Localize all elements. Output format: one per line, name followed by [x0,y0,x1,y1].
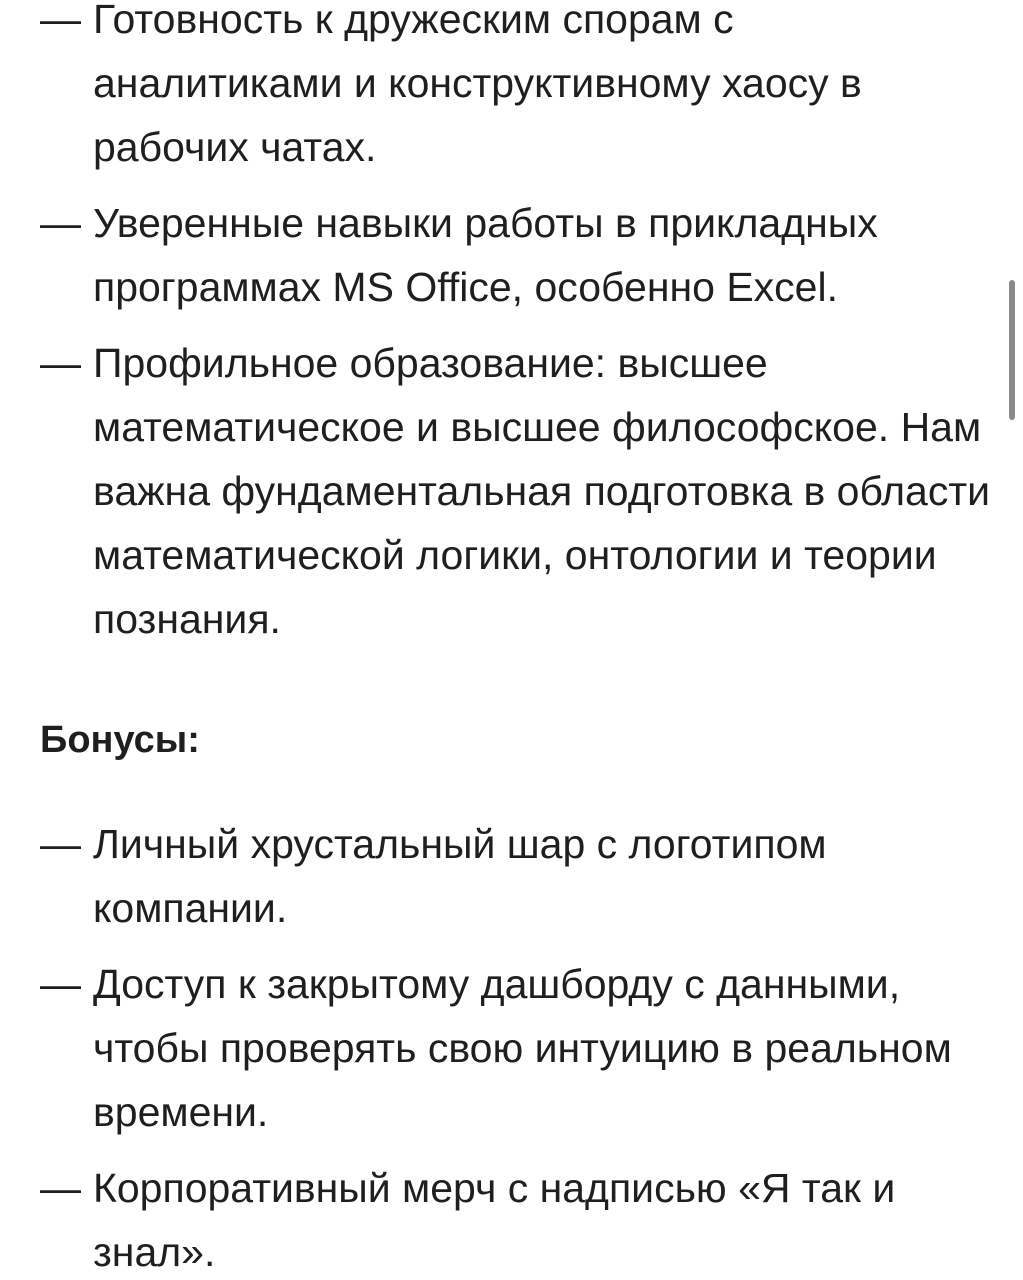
list-item [0,812,1023,940]
list-item [0,952,1023,1144]
list-item [0,1156,1023,1280]
list-item-text: Корпоративный мерч с надписью «Я так и знал». [93,1165,896,1275]
list-dash: — [40,821,81,867]
bonuses-heading: Бонусы: [40,719,200,761]
list-dash: — [40,0,81,42]
list-dash: — [40,200,81,246]
list-item [0,191,1023,319]
list-dash: — [40,961,81,1007]
list-item-text: Личный хрустальный шар с логотипом компании. [93,821,827,931]
list-item [0,331,1023,651]
bonuses-list [0,812,1023,1280]
list-item [0,0,1023,179]
list-dash: — [40,340,81,386]
list-item-text: Уверенные навыки работы в прикладных программах MS Office, особенно Excel. [93,200,878,310]
scrollbar-thumb[interactable] [1009,280,1015,420]
list-item-text: Готовность к дружеским спорам с аналитиками и конструктивному хаосу в рабочих чатах. [93,0,862,170]
list-item-text: Доступ к закрытому дашборду с данными, чтобы проверять свою интуицию в реальном времени. [93,961,952,1135]
list-dash: — [40,1165,81,1211]
list-item-text: Профильное образование: высшее математическое и высшее философское. Нам важна фундаментальная подготовка в области математической логики, онтологии и теории познания. [93,340,991,642]
